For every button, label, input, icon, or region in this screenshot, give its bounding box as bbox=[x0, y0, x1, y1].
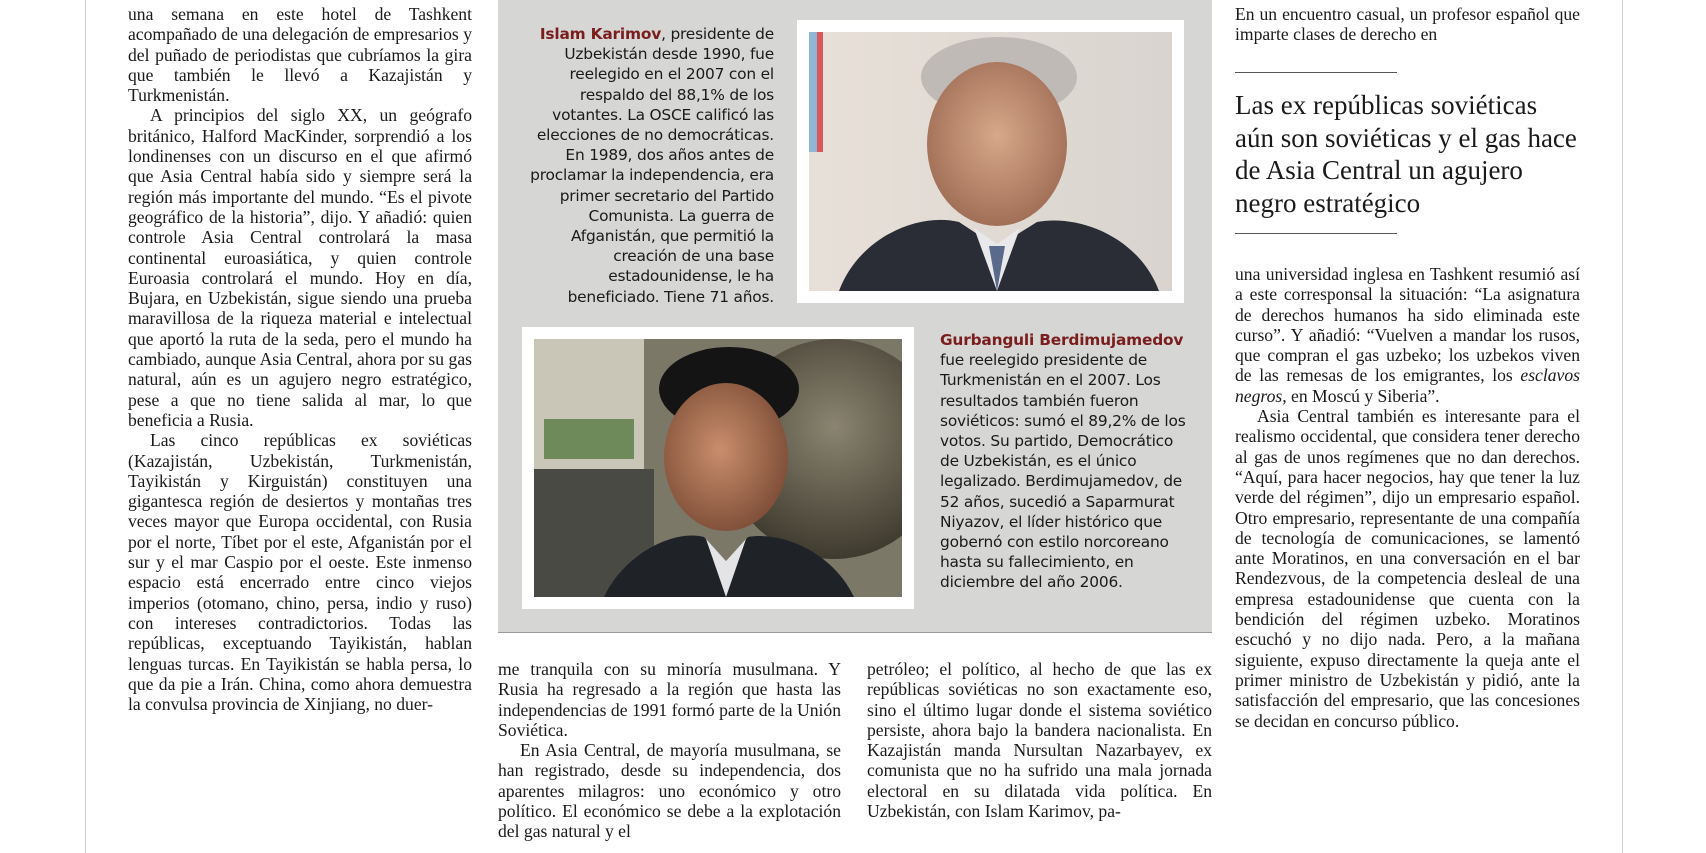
paragraph: En Asia Central, de mayoría musulmana, se han registrado, desde su independencia, dos aparentes milagros: uno económico y otro político. El económico se debe a la explotación del gas natural y el bbox=[498, 740, 841, 842]
pull-quote bbox=[1235, 72, 1580, 234]
caption-karimov bbox=[522, 24, 774, 307]
article-column-right-top bbox=[1235, 4, 1580, 45]
photo-berdimujamedov bbox=[522, 327, 914, 609]
pull-quote-rule-top bbox=[1235, 72, 1397, 73]
paragraph: En un encuentro casual, un profesor español que imparte clases de derecho en bbox=[1235, 4, 1580, 45]
paragraph: petróleo; el político, al hecho de que las ex repúblicas soviéticas no son exactamente eso, sino el último lugar donde el sistema soviético persiste, ahora bajo la bandera nacionalista. En Kazajistán manda Nursultan Nazarbayev, ex comunista que no ha sufrido una mala jornada electoral en su dilatada vida política. En Uzbekistán, con Islam Karimov, pa- bbox=[867, 659, 1212, 822]
paragraph: me tranquila con su minoría musulmana. Y Rusia ha regresado a la región que hasta las independencias de 1991 formó parte de la Unión Soviética. bbox=[498, 659, 841, 740]
caption-berdimujamedov bbox=[940, 330, 1190, 593]
page-right-rule bbox=[1622, 0, 1623, 853]
page-left-rule bbox=[85, 0, 86, 853]
portrait-karimov-image bbox=[809, 32, 1172, 291]
article-column-right bbox=[1235, 264, 1580, 731]
article-column-left bbox=[128, 4, 472, 714]
article-column-middle-2 bbox=[867, 659, 1212, 821]
paragraph: A principios del siglo XX, un geógrafo británico, Halford MacKinder, sorprendió a los londinenses con un discurso en el que afirmó que Asia Central había sido y siempre será la región más importante del mundo. “Es el pivote geográfico de la historia”, dijo. Y añadió: quien controle Asia Central controlará la masa continental euroasiática, y quien controle Euroasia controlará el mundo. Hoy en día, Bujara, en Uzbekistán, sigue siendo una prueba maravillosa de la riqueza material e intelectual que aportó la ruta de la seda, pero el mundo ha cambiado, aunque Asia Central, ahora por su gas natural, aún es un agujero negro estratégico, pese a que no tiene salida al mar, lo que beneficia a Rusia. bbox=[128, 105, 472, 430]
article-column-middle-1 bbox=[498, 659, 841, 842]
caption-berdimujamedov-name: Gurbanguli Berdimujamedov bbox=[940, 331, 1184, 349]
portrait-berdimujamedov-image bbox=[534, 339, 902, 597]
paragraph: una universidad inglesa en Tashkent resumió así a este corresponsal la situación: “La asignatura de derechos humanos ha sido eliminada este curso”. Y añadió: “Vuelven a mandar los rusos, que compran el gas uzbeko; los uzbekos viven de las remesas de los emigrantes, los esclavos negros, en Moscú y Siberia”. bbox=[1235, 264, 1580, 406]
pull-quote-rule-bottom bbox=[1235, 233, 1397, 234]
caption-karimov-name: Islam Karimov bbox=[539, 25, 662, 43]
caption-berdimujamedov-text: fue reelegido presidente de Turkmenistán en el 2007. Los resultados también fueron soviéticos: sumó el 89,2% de los votos. Su partido, Democrático de Uzbekistán, es el único legalizado. Berdimujamedov, de 52 años, sucedió a Saparmurat Niyazov, el líder histórico que gobernó con estilo norcoreano hasta su fallecimiento, en diciembre del año 2006. bbox=[940, 351, 1186, 592]
pull-quote-text: Las ex repúblicas soviéticas aún son soviéticas y el gas hace de Asia Central un agujero negro estratégico bbox=[1235, 90, 1577, 218]
caption-karimov-text: , presidente de Uzbekistán desde 1990, fue reelegido en el 2007 con el respaldo del 88,1% de los votantes. La OSCE calificó las elecciones de no democráticas. En 1989, dos años antes de proclamar la independencia, era primer secretario del Partido Comunista. La guerra de Afganistán, que permitió la creación de una base estadounidense, le ha beneficiado. Tiene 71 años. bbox=[530, 25, 774, 306]
paragraph: Asia Central también es interesante para el realismo occidental, que considera tener derecho al gas de unos regímenes que no dan derechos. “Aquí, para hacer negocios, hay que tener la luz verde del régimen”, dijo un empresario español. Otro empresario, representante de una compañía de tecnología de comunicaciones, se lamentó ante Moratinos, en una conversación en el bar Rendezvous, de la competencia desleal de una empresa estadounidense que cuenta con la bendición del régimen uzbeko. Moratinos escuchó y no dijo nada. Pero, a la mañana siguiente, expuso directamente la queja ante el primer ministro de Uzbekistán y pidió, ante la satisfacción del empresario, que las concesiones se decidan en concurso público. bbox=[1235, 406, 1580, 731]
paragraph: Las cinco repúblicas ex soviéticas (Kazajistán, Uzbekistán, Turkmenistán, Tayikistán y Kirguistán) constituyen una gigantesca región de desiertos y montañas tres veces mayor que Europa occidental, con Rusia por el norte, Tíbet por el este, Afganistán por el sur y el mar Caspio por el oeste. Este inmenso espacio está encerrado entre cinco viejos imperios (otomano, chino, persa, indio y ruso) con intereses contradictorios. Todas las repúblicas, exceptuando Tayikistán, hablan lenguas turcas. En Tayikistán se habla persa, lo que da pie a Irán. China, como ahora demuestra la convulsa provincia de Xinjiang, no duer- bbox=[128, 430, 472, 715]
photo-karimov bbox=[797, 20, 1184, 303]
paragraph: una semana en este hotel de Tashkent acompañado de una delegación de empresarios y del puñado de periodistas que cubríamos la gira que también le llevó a Kazajistán y Turkmenistán. bbox=[128, 4, 472, 106]
